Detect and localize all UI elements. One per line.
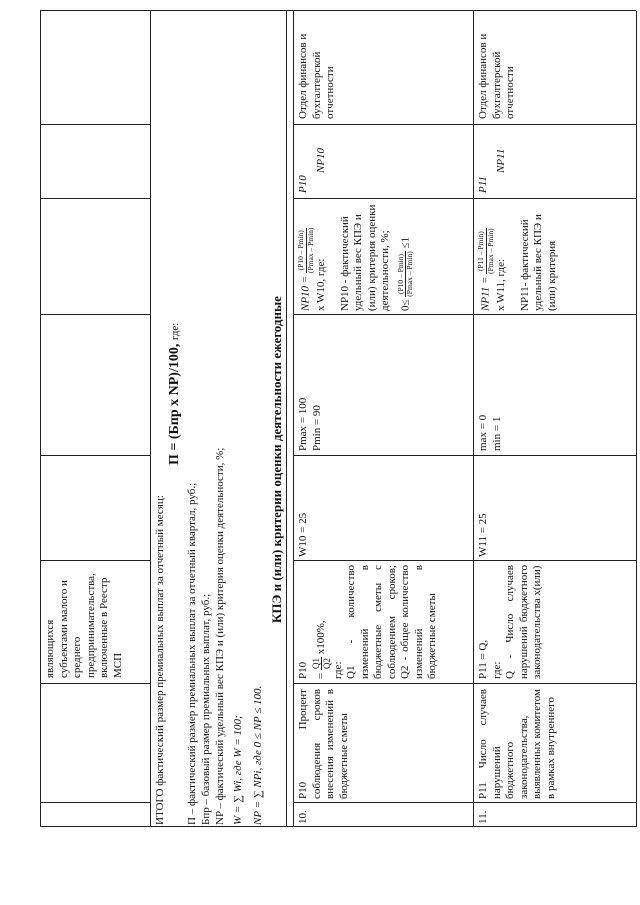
row10-calc-desc: NP10 - фактический удельный вес КПЭ и (или) критерия оценки деятельности, %; <box>338 204 391 311</box>
row10-formula-lhs: = <box>314 672 327 679</box>
definition-p: П – фактический размер премиальных выплат за отчетный квартал, руб.; <box>186 482 198 825</box>
top-row-bottom-border <box>150 11 151 827</box>
row11-indicator-p: P11 <box>477 176 489 193</box>
row10-indicator-np: NP10 <box>314 147 327 173</box>
row10-department: Отдел финансов и бухгалтерской отчетности <box>297 33 336 119</box>
row11-limit-max: max = 0 <box>477 414 489 451</box>
row10-formula-where: где: <box>331 661 344 679</box>
row10-limit-min: Pmin = 90 <box>310 405 323 451</box>
row10-calc-expr <box>297 201 315 311</box>
formula-main <box>168 323 182 465</box>
row10-formula-den: Q2 <box>321 658 332 670</box>
row10-calc-num: (P10 – Pmin) <box>297 228 307 273</box>
definition-bpr: Бпр – базовый размер премиальных выплат, руб.; <box>200 593 212 825</box>
row11-name: Р11 Число случаев нарушений бюджетного законодательства, выявленных комитетом в рамках внутреннего <box>477 688 557 799</box>
row11-formula-desc: Q - Число случаев нарушений бюджетного законодательства х(или) <box>504 565 543 679</box>
row10-calc-cond-den: (Pmax – Pmin) <box>405 251 414 297</box>
row10-formula-fraction <box>311 657 332 670</box>
row10-formula-num: Q1 <box>310 658 321 670</box>
row11-limit-min: min = 1 <box>490 416 503 451</box>
section-title: КПЭ и (или) критерии оценки деятельности ежегодные <box>269 296 284 623</box>
row10-calc <box>297 201 415 311</box>
row10-formula-head: Р10 <box>297 661 309 679</box>
top-row-col-sep <box>40 802 150 803</box>
row11-calc-desc: NP11- фактический удельный вес КПЭ и (или) критерия <box>518 214 558 311</box>
top-row-col-sep <box>40 124 150 125</box>
row10-bottom-border <box>473 11 474 827</box>
top-row-col-sep <box>40 560 150 561</box>
rows-col-sep <box>293 124 636 125</box>
row11-calc-lhs: NP11 = <box>479 276 492 311</box>
table-right-border <box>40 10 636 11</box>
row10-weight: W10 = 25 <box>297 512 309 557</box>
row10-calc-lhs: NP10 = <box>299 275 312 311</box>
formula-where: где: <box>169 322 181 341</box>
section-title-border <box>286 11 287 827</box>
np-sum: NP = ∑ NPi, где 0 ≤ NP ≤ 100. <box>252 685 264 825</box>
row11-indicator-np: NP11 <box>494 148 507 173</box>
row11-bottom-border <box>636 11 637 827</box>
row10-indicator <box>297 148 328 193</box>
rows-col-sep <box>293 198 636 199</box>
row10-calc-tail: x W10, где: <box>315 258 327 311</box>
row10-limits <box>297 398 324 451</box>
row11-calc-den: (Pmax – Pmin) <box>485 228 495 274</box>
top-row-col-sep <box>40 455 150 456</box>
top-row-col-sep <box>40 198 150 199</box>
row10-formula <box>297 565 440 679</box>
row11-department: Отдел финансов и бухгалтерской отчетности <box>477 33 516 119</box>
row10-indicator-p: P10 <box>297 175 309 193</box>
rows-col-sep <box>293 802 636 803</box>
top-row-col-sep <box>40 314 150 315</box>
row10-top-border <box>293 11 294 827</box>
row10-num: 10. <box>297 810 309 824</box>
row11-num: 11. <box>477 810 489 824</box>
row11-formula-head: Р11 = Q, <box>477 639 489 679</box>
definition-np: NP – фактический удельный вес КПЭ и (или) критерия оценки деятельности, %; <box>214 447 226 825</box>
rows-col-sep <box>293 683 636 684</box>
rows-col-sep <box>293 560 636 561</box>
row10-name: Р10 Процент соблюдения сроков внесения изменений в бюджетные сметы <box>297 689 350 799</box>
row10-limit-max: Pmax = 100 <box>297 397 309 451</box>
row11-limits <box>477 415 504 451</box>
row10-calc-cond-lhs: 0≤ <box>399 299 412 311</box>
row11-calc-fraction <box>477 228 495 273</box>
row10-calc-cond <box>397 201 415 311</box>
row10-calc-cond-rhs: ≤1 <box>399 236 412 249</box>
formula-main-text: П = (Бпр x NP)/100, <box>167 343 182 465</box>
top-row-col-sep <box>40 683 150 684</box>
row11-calc-tail: x W11, где: <box>495 258 507 311</box>
w-sum: W = ∑ Wi, где W = 100; <box>232 715 244 825</box>
row11-weight: W11 = 25 <box>477 513 489 557</box>
row10-formula-desc: Q1 - количество изменений в бюджетные сметы с соблюдением сроков; Q2 - общее количество изменений в бюджетные сметы <box>345 565 438 679</box>
row11-formula <box>477 565 545 679</box>
row10-formula-expr <box>311 565 332 679</box>
table-left-border <box>40 826 636 827</box>
row11-calc-expr <box>477 201 495 311</box>
row11-calc-num: (P11 – Pmin) <box>477 228 487 273</box>
row11-indicator <box>477 149 508 193</box>
rows-col-sep <box>293 314 636 315</box>
total-line: ИТОГО фактический размер премиальных выплат за отчетный месяц: <box>154 495 166 825</box>
row10-calc-fraction <box>297 228 315 273</box>
rows-col-sep <box>293 455 636 456</box>
row11-formula-where: где: <box>490 661 503 679</box>
row10-calc-den: (Pmax – Pmin) <box>305 227 315 274</box>
row10-formula-tail: x100%, <box>314 620 327 655</box>
table-top-border <box>40 11 41 827</box>
row10-calc-cond-fraction <box>397 251 415 296</box>
row10-calc-cond-num: (P10 – Pmin) <box>397 251 407 296</box>
top-row-cell-text: являющихся субъектами малого и среднего предпринимательства, включенные в Реестр МСП <box>44 573 124 678</box>
row11-calc <box>477 201 559 311</box>
